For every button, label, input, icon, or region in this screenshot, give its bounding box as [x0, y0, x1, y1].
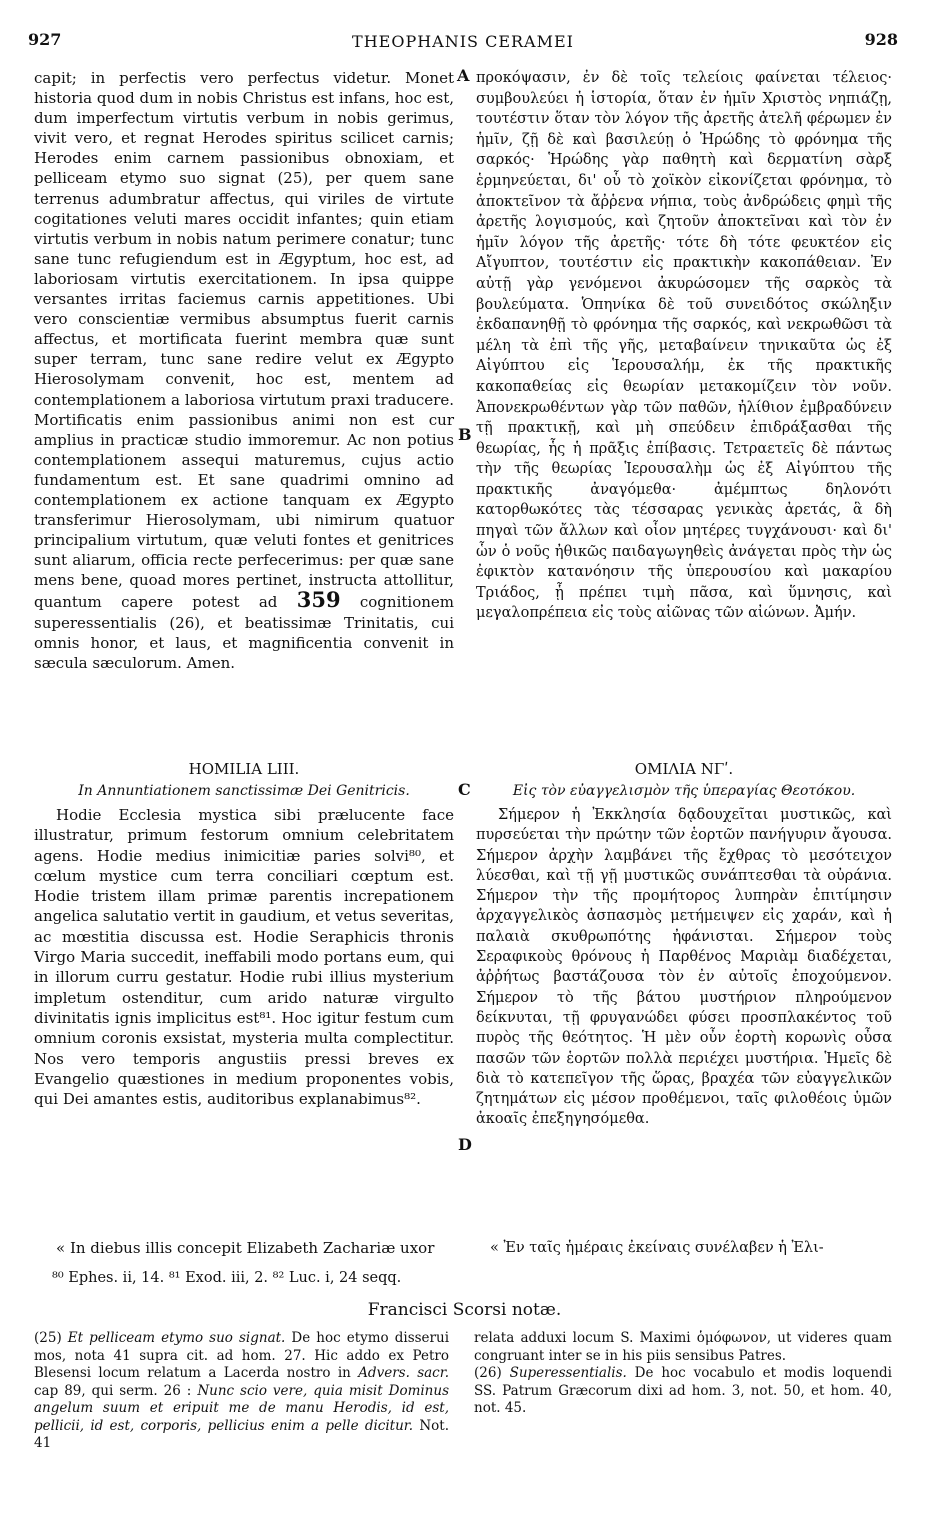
margin-letter-d: D [458, 1135, 472, 1154]
edition-page-number: 359 [296, 587, 341, 613]
note-25-text-2: cap 89, qui serm. 26 : [34, 1382, 192, 1399]
latin-homily-body: Hodie Ecclesia mystica sibi prælucente face illustratur, primum festorum omnium celebritatem agens. Hodie medius inimicitiæ paries solvi⁸⁰, et cœlum mystice cum terra conciliari cœptum est. Hodie tristem illam primæ parentis increpationem angelica salutatio vertit in gaudium, et vetus severitas, ac mœstitia discussa est. Hodie Seraphicis thronis Virgo Maria succedit, ineffabili modo portans eum, qui in illorum curru gestatur. Hodie rubi illius mysterium impletum ostenditur, cum arido naturæ virgulto divinitatis ignis implicitus est⁸¹. Hoc igitur festum cum omnium coronis exsistat, mysteria multa complectitur. Nos vero temporis angustiis pressi breves ex Evangelio quæstiones in medium proponentes vobis, qui Dei amantes estis, auditoribus explanabimus⁸². [34, 806, 454, 1109]
greek-last-line: « Ἐν ταῖς ἡμέραις ἐκείναις συνέλαβεν ἡ Ἐλι- [490, 1240, 824, 1256]
margin-letter-b: B [458, 425, 472, 444]
running-title: THEOPHANIS CERAMEI [352, 32, 574, 51]
note-26-lemma: Superessentialis. [509, 1365, 627, 1381]
note-26-text: De hoc vocabulo et modis loquendi SS. Patrum Græcorum dixi ad hom. 3, not. 50, et hom. 40, not. 45. [474, 1365, 892, 1416]
note-25 [34, 1330, 449, 1453]
page-number-right: 928 [864, 30, 898, 49]
note-25-number: (25) [34, 1330, 62, 1346]
greek-homily-body: Σήμερον ἡ Ἐκκλησία δᾳδουχεῖται μυστικῶς, καὶ πυρσεύεται τὴν πρώτην τῶν ἑορτῶν πανήγυριν ἄγουσα. Σήμερον ἀρχὴν λαμβάνει τῆς ἔχθρας τὸ μεσότειχον λύεσθαι, καὶ τῇ γῇ μυστικῶς συνάπτεσθαι τὰ οὐράνια. Σήμερον τὴν τῆς προμήτορος λυπηρὰν ἐπιτίμησιν ἀρχαγγελικὸς ἀσπασμὸς μετήμειψεν εἰς χαράν, καὶ ἡ παλαιὰ σκυθρωπότης ἠφάνισται. Σήμερον τοὺς Σεραφικοὺς θρόνους ἡ Παρθένος Μαριὰμ διαδέχεται, ἀῤῥήτως βαστάζουσα τὸν ἐν αὐτοῖς ἐποχούμενον. Σήμερον τὸ τῆς βάτου μυστήριον πληρούμενον δείκνυται, τῇ φρυγανώδει φύσει προσπλακέντος τοῦ πυρὸς τῆς θεότητος. Ἡ μὲν οὖν ἑορτὴ κορωνὶς οὖσα πασῶν τῶν ἑορτῶν πολλὰ περιέχει μυστήρια. Ἡμεῖς δὲ διὰ τὸ κατεπεῖγον τῆς ὥρας, βραχέα τῶν εὐαγγελικῶν ζητημάτων εἰς μέσον προθέμενοι, ταῖς φιλοθέοις ὑμῶν ἀκοαῖς ἐπεξηγησόμεθα. [476, 807, 892, 1128]
margin-letter-c: C [458, 780, 471, 799]
notes-heading: Francisci Scorsi notæ. [367, 1300, 562, 1320]
page-number-left: 927 [28, 30, 62, 49]
note-25-quote: Nunc scio vere, quia misit Dominus angelum suum et eripuit me de manu Herodis, id est, pellicii, id est, corporis, pellicius enim a pelle dicitur. [34, 1382, 450, 1434]
note-right [474, 1330, 892, 1418]
running-header [28, 30, 898, 56]
note-25-continuation: relata adduxi locum S. Maximi ὁμόφωνον, ut videres quam congruant inter se in his piis sensibus Patres. [474, 1330, 892, 1364]
margin-letter-a: A [457, 66, 470, 85]
note-25-lemma: Et pelliceam etymo suo signat. [67, 1330, 286, 1346]
note-25-text: De hoc etymo disserui mos, nota 41 supra cit. ad hom. 27. Hic addo ex Petro Blesensi locum relatum a Lacerda nostro in [34, 1330, 450, 1381]
greek-top-text: προκόψασιν, ἐν δὲ τοῖς τελείοις φαίνεται τέλειος· συμβουλεύει ἡ ἱστορία, ὅταν ἐν ἡμῖν Χριστὸς νηπιάζῃ, τουτέστιν ὅταν τὸν λόγον τῆς ἀρετῆς ἀτελῆ φέρωμεν ἐν ἡμῖν, ζῇ δὲ καὶ βασιλεύῃ ὁ Ἡρώδης τὸ φρόνημα τῆς σαρκός· Ἡρώδης γὰρ παθητὴ καὶ δερματίνη σὰρξ ἑρμηνεύεται, δι' οὗ τὸ χοϊκὸν εἰκονίζεται φρόνημα, τὸ ἀποκτεῖνον τὰ ἄῤῥενα νήπια, τοὺς ἀνδρώδεις φημὶ τῆς ἀρετῆς λογισμούς, καὶ ζητοῦν ἀποκτεῖναι καὶ τὸν ἐν ἡμῖν λόγον τῆς ἀρετῆς· τότε δὴ τότε φευκτέον εἰς Αἴγυπτον, τουτέστιν εἰς πρακτικὴν κακοπάθειαν. Ἐν αὐτῇ γὰρ γενόμενοι ἀκυρώσομεν τῆς σαρκὸς τὰ βουλεύματα. Ὁπηνίκα δὲ τοῦ συνειδότος σκώληξιν ἐκδαπανηθῇ τὸ φρόνημα τῆς σαρκός, καὶ νεκρωθῶσι τὰ μέλη τὰ ἐπὶ τῆς γῆς, μεταβαίνειν τηνικαῦτα ὡς ἐξ Αἰγύπτου εἰς Ἱερουσαλήμ, ἐκ τῆς πρακτικῆς κακοπαθείας εἰς θεωρίαν μετακομίζειν τὸν νοῦν. Ἀπονεκρωθέντων γὰρ τῶν παθῶν, ἠλίθιον ἐμβραδύνειν τῇ πρακτικῇ, καὶ μὴ σπεύδειν ἐπιδράξασθαι τῆς θεωρίας, ἧς ἡ πρᾶξις ἐπίβασις. Τετραετεῖς δὲ πάντως τὴν τῆς θεωρίας Ἱερουσαλὴμ ὡς ἐξ Αἰγύπτου τῆς πρακτικῆς ἀναγόμεθα· ἀμέμπτως δηλονότι κατορθωκότες τὰς τέσσαρας γενικὰς ἀρετάς, ἃ δὴ πηγαὶ τῶν ἄλλων καὶ οἷον μητέρες τυγχάνουσι· καὶ δι' ὧν ὁ νοῦς ἠθικῶς παιδαγωγηθεὶς ἀνάγεται πρὸς τὴν ὡς ἐφικτὸν κατανόησιν τῆς ὑπερουσίου καὶ μακαρίου Τριάδος, ᾗ πρέπει τιμὴ πᾶσα, καὶ ὕμνησις, καὶ μεγαλοπρέπεια εἰς τοὺς αἰῶνας τῶν αἰώνων. Ἀμήν. [476, 70, 892, 622]
latin-last-line: « In diebus illis concepit Elizabeth Zachariæ uxor [56, 1239, 435, 1257]
latin-top-end: cognitionem superessentialis (26), et beatissimæ Trinitatis, cui omnis honor, et laus, et magnificentia convenit in sæcula sæculorum. Amen. [34, 593, 454, 672]
homily-greek-title: Εἰς τὸν εὐαγγελισμὸν τῆς ὑπεραγίας Θεοτόκου. [512, 783, 856, 799]
latin-top-text: capit; in perfectis vero perfectus videtur. Monet historia quod dum in nobis Christus est infans, hoc est, dum imperfectum virtutis verbum in nobis gerimus, vivit vero, et regnat Herodes spiritus scilicet carnis; Herodes enim carnem passionibus obnoxiam, et pelliceam etymo suo signat (25), per quem sane terrenus adumbratur affectus, qui viriles de virtute cogitationes veluti mares occidit infantes; quin etiam virtutis verbum in nobis natum perimere conatur; tunc sane tunc refugiendum est in Ægyptum, hoc est, ad laboriosam virtutis exercitationem. In ipsa quippe versantes irritas faciemus carnis appetitiones. Ubi vero conscientiæ vermibus absumptus fuerit carnis affectus, et mortificata fuerint membra quæ sunt super terram, tunc sane redire velut ex Ægypto Hierosolymam convenit, hoc est, mentem ad contemplationem a laboriosa virtutum praxi traducere. Mortificatis enim passionibus animi non est cur amplius in practicæ studio immoremur. Ac non potius contemplationem assequi maturemus, cujus actio fundamentum est. Et sane quadrimi omnino ad contemplationem ex actione tanquam ex Ægypto transferimur Hierosolymam, ubi nimirum quatuor principalium virtutum, quæ veluti fontes et genitrices sunt aliarum, officia recte perfecerimus: per quæ sane mens bene, quoad mores pertinet, instructa attollitur, quantum capere potest ad [34, 69, 454, 612]
note-25-citation: Advers. sacr. [358, 1365, 449, 1381]
homily-latin-title: In Annuntiationem sanctissimæ Dei Genitricis. [78, 783, 410, 799]
homily-latin-heading: HOMILIA LIII. [188, 760, 300, 778]
note-25-end: Not. 41 [34, 1417, 449, 1451]
scripture-references: ⁸⁰ Ephes. ii, 14. ⁸¹ Exod. iii, 2. ⁸² Luc. i, 24 seqq. [52, 1270, 402, 1286]
homily-greek-heading: ΟΜΙΛΙΑ ΝΓʹ. [634, 760, 734, 778]
greek-column-top [476, 68, 892, 624]
note-26 [474, 1365, 892, 1418]
note-26-number: (26) [474, 1365, 502, 1381]
latin-column-top [34, 68, 454, 768]
